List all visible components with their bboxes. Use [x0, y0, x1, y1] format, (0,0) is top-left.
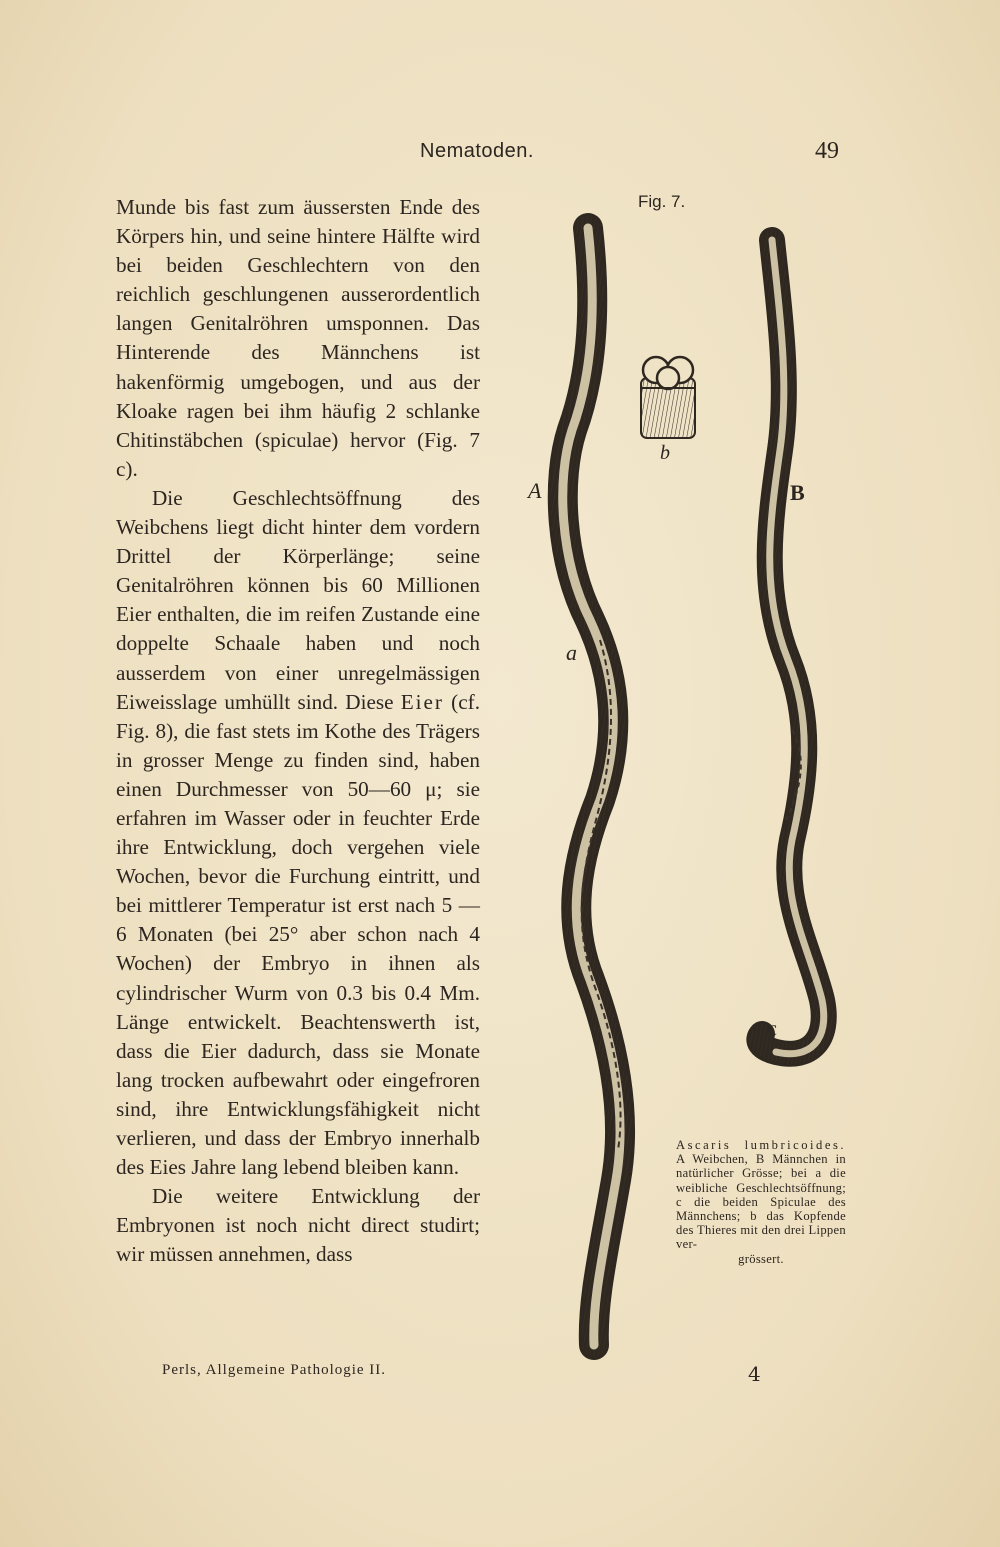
figure-letter-c: c: [768, 1018, 777, 1040]
paragraph-2: Die Geschlechtsöffnung des Weibchens liegt dicht hinter dem vordern Drittel der Körperlänge; seine Genitalröhren können bis 60 Millionen Eier enthalten, die im reifen Zustande eine doppelte Schaale haben und noch ausserdem von einer unregelmässigen Eiweisslage umhüllt sind. Diese Eier (cf. Fig. 8), die fast stets im Kothe des Trägers in grosser Menge zu finden sind, haben einen Durchmesser von 50—60 μ; sie erfahren im Wasser oder in feuchter Erde ihre Entwicklung, doch vergehen viele Wochen, bevor die Furchung eintritt, und bei mittlerer Temperatur ist erst nach 5 — 6 Monaten (bei 25° aber schon nach 4 Wochen) der Embryo in ihnen als cylindrischer Wurm von 0.3 bis 0.4 Mm. Länge entwickelt. Beachtenswerth ist, dass die Eier dadurch, dass sie Monate lang trocken aufbewahrt oder eingefroren sind, ihre Entwicklungsfähigkeit nicht verlieren, und dass der Embryo innerhalb des Eies Jahre lang lebend bleiben kann.: [116, 485, 480, 1180]
figure-caption: Ascaris lumbricoides. A Weibchen, B Männchen in natürlicher Grösse; bei a die weibliche Geschlechtsöffnung; c die beiden Spiculae des Männchens; b das Kopfende des Thieres mit den drei Lippen ver- grössert.: [676, 1138, 846, 1266]
figure-letter-b-upper: B: [790, 480, 805, 505]
head-detail-b: [641, 357, 695, 438]
caption-genus: Ascaris lumbricoides.: [676, 1138, 846, 1152]
worm-b-male: [759, 240, 823, 1054]
figure-letter-b-lower: b: [660, 442, 670, 464]
paragraph-3: Die weitere Entwicklung der Embryonen ist noch nicht direct studirt; wir müssen annehmen, dass: [116, 1184, 480, 1267]
footer-source: Perls, Allgemeine Pathologie II.: [162, 1362, 387, 1378]
emphasis-eier: Eier: [400, 689, 444, 714]
worm-a-female: [563, 228, 621, 1345]
signature-mark: 4: [748, 1362, 761, 1386]
figure-letter-a-upper: A: [528, 478, 542, 503]
page-number: 49: [815, 138, 839, 164]
figure-letter-a-lower: a: [566, 640, 577, 665]
paragraph-1: Munde bis fast zum äussersten Ende des Körpers hin, und seine hintere Hälfte wird bei beiden Geschlechtern von den reichlich geschlungenen ausserordentlich langen Genitalröhren umsponnen. Das Hinterende des Männchens ist hakenförmig umgebogen, und aus der Kloake ragen bei ihm häufig 2 schlanke Chitinstäbchen (spiculae) hervor (Fig. 7 c).: [116, 195, 480, 481]
figure-label: Fig. 7.: [638, 192, 686, 211]
running-header: Nematoden.: [420, 140, 534, 162]
